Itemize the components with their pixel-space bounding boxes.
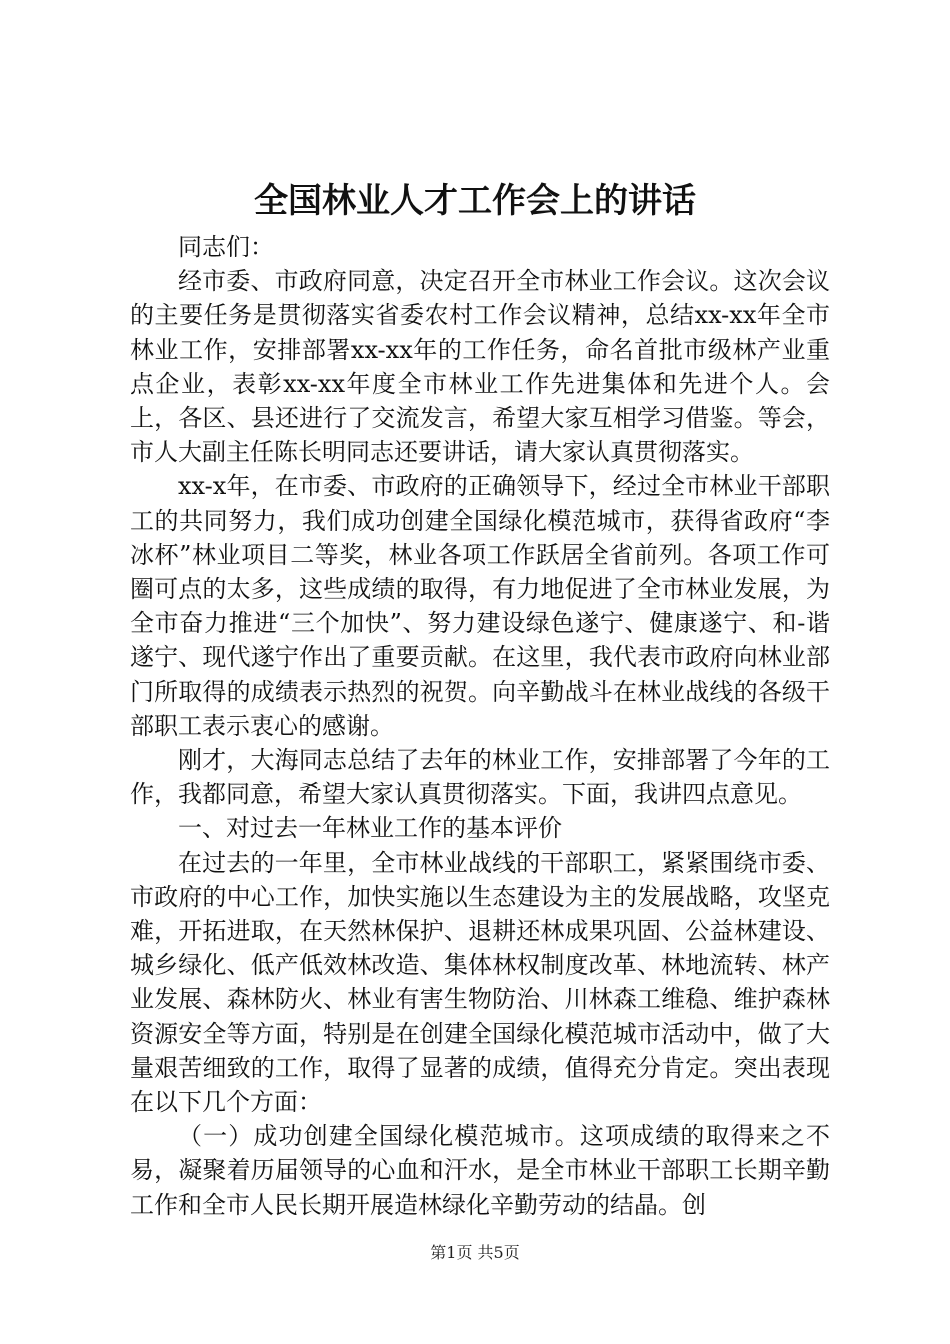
document-title: 全国林业人才工作会上的讲话 [254,181,696,221]
paragraph: xx-x年，在市委、市政府的正确领导下，经过全市林业干部职工的共同努力，我们成功创建全国绿化模范城市，获得省政府“李冰杯”林业项目二等奖，林业各项工作跃居全省前列。各项工作可圈可点的太多，这些成绩的取得，有力地促进了全市林业发展，为全市奋力推进“三个加快”、努力建设绿色遂宁、健康遂宁、和-谐遂宁、现代遂宁作出了重要贡献。在这里，我代表市政府向林业部门所取得的成绩表示热烈的祝贺。向辛勤战斗在林业战线的各级干部职工表示衷心的感谢。 [130,472,830,740]
section-heading: 一、对过去一年林业工作的基本评价 [178,814,562,843]
paragraph: 刚才，大海同志总结了去年的林业工作，安排部署了今年的工作，我都同意，希望大家认真贯彻落实。下面，我讲四点意见。 [130,746,830,809]
paragraph: （一）成功创建全国绿化模范城市。这项成绩的取得来之不易，凝聚着历届领导的心血和汗水，是全市林业干部职工长期辛勤工作和全市人民长期开展造林绿化辛勤劳动的结晶。创 [130,1122,830,1219]
paragraph: 经市委、市政府同意，决定召开全市林业工作会议。这次会议的主要任务是贯彻落实省委农村工作会议精神，总结xx-xx年全市林业工作，安排部署xx-xx年的工作任务，命名首批市级林产业重点企业，表彰xx-xx年度全市林业工作先进集体和先进个人。会上，各区、县还进行了交流发言，希望大家互相学习借鉴。等会，市人大副主任陈长明同志还要讲话，请大家认真贯彻落实。 [130,267,830,467]
salutation: 同志们： [178,233,274,261]
paragraph: 在过去的一年里，全市林业战线的干部职工，紧紧围绕市委、市政府的中心工作，加快实施以生态建设为主的发展战略，攻坚克难，开拓进取，在天然林保护、退耕还林成果巩固、公益林建设、城乡绿化、低产低效林改造、集体林权制度改革、林地流转、林产业发展、森林防火、林业有害生物防治、川林森工维稳、维护森林资源安全等方面，特别是在创建全国绿化模范城市活动中，做了大量艰苦细致的工作，取得了显著的成绩，值得充分肯定。突出表现在以下几个方面： [130,848,830,1117]
document-body [130,230,830,1222]
page-number: 第1页 共5页 [430,1243,520,1262]
